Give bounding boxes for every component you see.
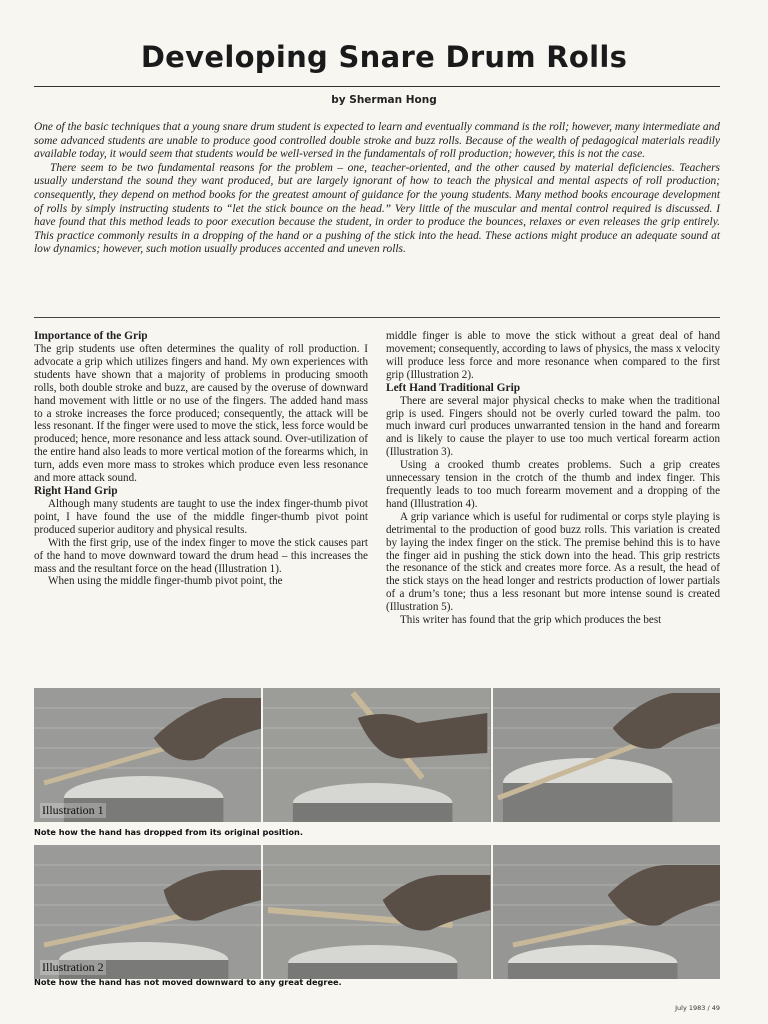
drum-grip-photo-image	[263, 845, 490, 979]
drum-grip-photo-image	[493, 688, 720, 822]
drum-grip-photo	[34, 688, 261, 822]
illustration-label: Illustration 2	[42, 960, 104, 974]
illustration-2-photos	[34, 845, 720, 979]
intro-paragraph: There seem to be two fundamental reasons for the problem – one, teacher-oriented, and the other caused by material deficiencies. Teachers usually understand the sound they want produced, but are largely ignorant of how to teach the physical and mental aspects of roll production; consequently, they depend on method books for the greatest amount of guidance for the young students. Many method books encourage development of rolls by simply instructing students to “let the stick bounce on the head.” Very little of the muscular and mental control required is discussed. I have found that this method leads to poor execution because the student, in order to produce the bounces, relaxes or even releases the grip entirely. This practice commonly results in a dropping of the hand or a pushing of the stick into the head. These actions might produce an adequate sound at low dynamics; however, such motion usually produces accented and uneven rolls.	[34, 161, 720, 256]
drum-grip-photo	[493, 845, 720, 979]
drum-grip-photo	[493, 688, 720, 822]
body-paragraph: middle finger is able to move the stick without a great deal of hand movement; consequently, according to laws of physics, the mass x velocity will produce less force and more resonance when compared to the first grip (Illustration 2).	[386, 330, 720, 381]
title-rule	[34, 86, 720, 87]
drum-grip-photo-image	[493, 845, 720, 979]
illustration-caption: Note how the hand has not moved downward to any great degree.	[34, 977, 342, 987]
drum-grip-photo	[263, 845, 490, 979]
heading-right-hand-grip: Right Hand Grip	[34, 484, 118, 497]
article-byline: by Sherman Hong	[331, 94, 437, 106]
body-paragraph: With the first grip, use of the index finger to move the stick causes part of the hand to move downward toward the drum head – this increases the mass and the resultant force on the head (Illustration 1).	[34, 536, 368, 575]
body-paragraph: The grip students use often determines the quality of roll production. I advocate a grip which utilizes fingers and hand. My own experiences with students have shown that a majority of problems in producing smooth rolls, both double stroke and buzz, are caused by the overuse of downward hand movement with little or no use of the fingers. The added hand mass to a stroke increases the force produced; consequently, the attack will be less resonant. If the finger were used to move the stick, less force would be produced; hence, more resonance and less attack sound. Over-utilization of the entire hand also leads to more vertical motion of the forearms which, in turn, adds even more mass to strokes which produce even less resonance and more attack sound.	[34, 343, 368, 485]
body-paragraph: There are several major physical checks to make when the traditional grip is used. Fingers should not be overly curled toward the palm. too much inward curl produces unwarranted tension in the hand and forearm and is likely to cause the player to use too much vertical forearm action (Illustration 3).	[386, 394, 720, 459]
article-intro	[34, 121, 720, 257]
article-title: Developing Snare Drum Rolls	[140, 40, 628, 74]
right-column	[386, 330, 720, 627]
drum-grip-photo	[263, 688, 490, 822]
intro-paragraph: One of the basic techniques that a young snare drum student is expected to learn and eventually command is the roll; however, many intermediate and some advanced students are unable to produce good controlled double stroke and buzz rolls. Because of the wealth of pedagogical materials readily available today, it would seem that students would be well-versed in the fundamentals of roll production; however, this is not the case.	[34, 121, 720, 161]
body-paragraph: A grip variance which is useful for rudimental or corps style playing is detrimental to the production of good buzz rolls. This variation is created by laying the index finger on the stick. The premise behind this is to have the finger aid in pushing the stick down into the head. This grip restricts the resonance of the stick and creates more force. As a result, the head of the stick stays on the head longer and restricts production of lower partials of a drum’s tone; thus a less resonant but more intense sound is created (Illustration 5).	[386, 510, 720, 614]
page-folio: July 1983 / 49	[675, 1004, 720, 1012]
drum-grip-photo	[34, 845, 261, 979]
heading-left-hand-traditional-grip: Left Hand Traditional Grip	[386, 381, 521, 394]
section-rule	[34, 317, 720, 318]
illustration-caption: Note how the hand has dropped from its original position.	[34, 827, 303, 837]
body-paragraph: When using the middle finger-thumb pivot point, the	[48, 575, 283, 588]
drum-grip-photo-image	[263, 688, 490, 822]
illustration-1-photos	[34, 688, 720, 822]
body-paragraph: This writer has found that the grip which produces the best	[400, 614, 662, 627]
drum-grip-photo-image	[34, 688, 261, 822]
body-paragraph: Although many students are taught to use the index finger-thumb pivot point, I have found the use of the middle finger-thumb pivot point produced superior auditory and physical results.	[34, 497, 368, 536]
illustration-label: Illustration 1	[42, 803, 104, 817]
heading-importance-of-grip: Importance of the Grip	[34, 330, 148, 342]
drum-grip-photo-image	[34, 845, 261, 979]
left-column	[34, 330, 368, 588]
body-paragraph: Using a crooked thumb creates problems. Such a grip creates unnecessary tension in the crotch of the thumb and index finger. This frequently leads to too much forearm movement and a dropping of the hand (Illustration 4).	[386, 459, 720, 510]
